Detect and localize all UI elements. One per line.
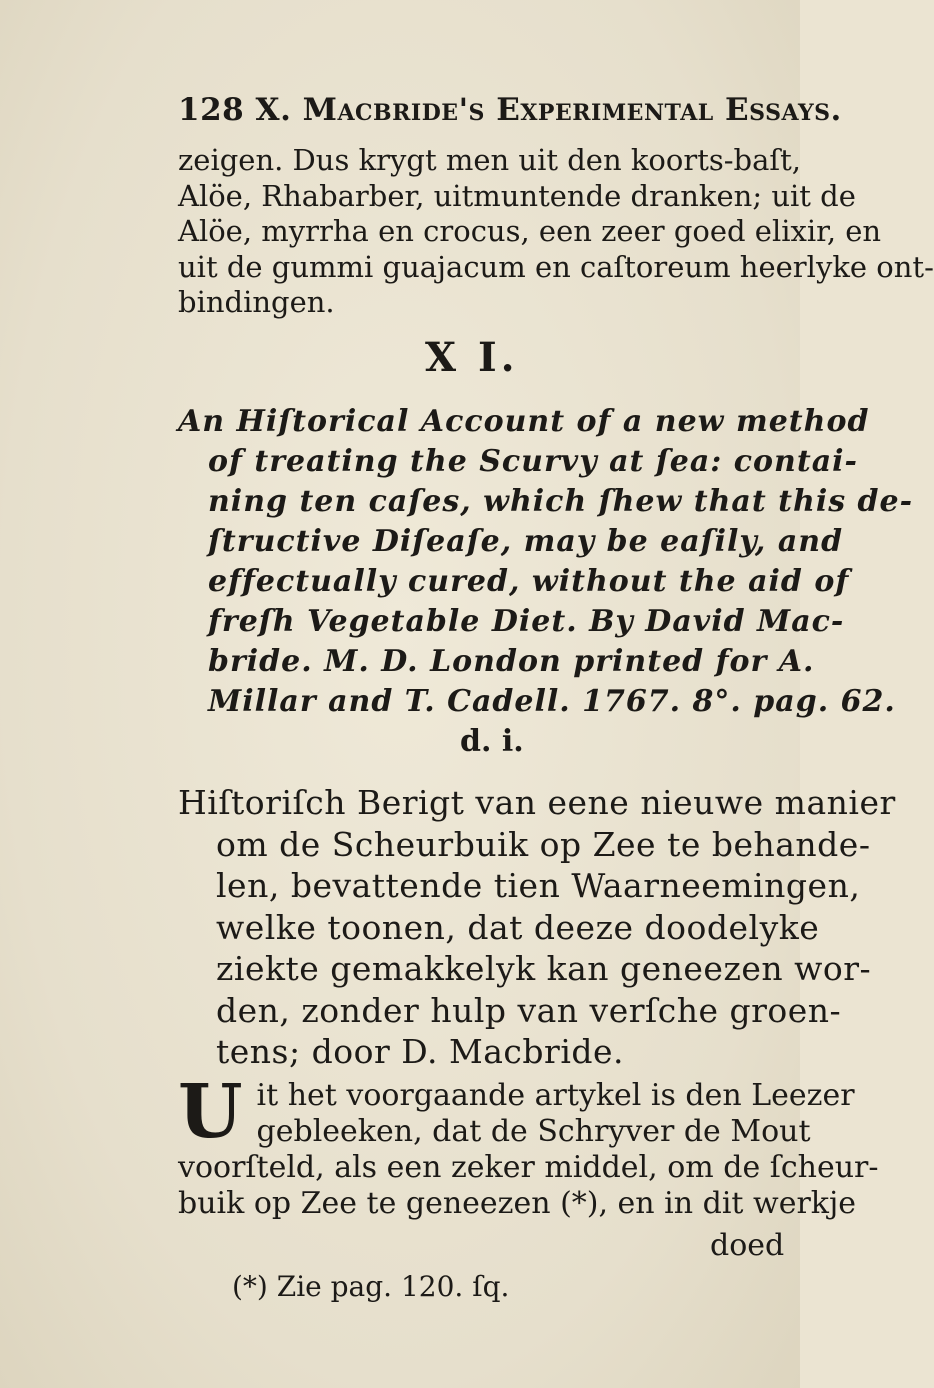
body-paragraph — [178, 1069, 879, 1222]
title-line: ning ten caſes, which ſhew that this de- — [208, 484, 914, 519]
running-title: X. Macbride's Experimental Essays. — [255, 92, 842, 128]
title-line: len, bevattende tien Waarneemingen, — [216, 866, 861, 905]
title-line: tens; door D. Macbride. — [216, 1032, 625, 1071]
title-line: ziekte gemakkelyk kan geneezen wor- — [216, 949, 872, 988]
title-line: of treating the Scurvy at ſea: contai- — [208, 444, 859, 479]
text-line: voorſteld, als een zeker middel, om de ſcheur- — [178, 1150, 879, 1185]
page-number: 128 — [178, 92, 245, 128]
title-line: bride. M. D. London printed for A. — [208, 644, 815, 679]
opening-paragraph — [178, 143, 934, 321]
section-number: X I. — [425, 334, 519, 381]
dutch-title — [178, 782, 896, 1073]
text-line: zeigen. Dus krygt men uit den koorts-baſt, — [178, 143, 801, 177]
title-line: ſtructive Diſeaſe, may be eaſily, and — [208, 524, 844, 559]
text-line: Alöe, myrrha en crocus, een zeer goed elixir, en — [178, 214, 882, 248]
text-line: it het voorgaande artykel is den Leezer — [256, 1078, 855, 1113]
drop-cap: U — [178, 1069, 243, 1155]
title-line: effectually cured, without the aid of — [208, 564, 850, 599]
text-line: bindingen. — [178, 285, 335, 319]
text-line: uit de gummi guajacum en caſtoreum heerlyke ont- — [178, 249, 934, 284]
title-line: den, zonder hulp van verſche groen- — [216, 990, 842, 1030]
title-line: om de Scheurbuik op Zee te behande- — [216, 824, 871, 864]
catchword: doed — [710, 1228, 785, 1263]
title-line: Millar and T. Cadell. 1767. 8°. pag. 62. — [208, 684, 896, 719]
title-line: Hiſtoriſch Berigt van eene nieuwe manier — [178, 783, 896, 822]
english-title — [178, 402, 913, 722]
text-line: Alöe, Rhabarber, uitmuntende dranken; uit de — [178, 178, 856, 213]
running-header — [178, 92, 842, 128]
title-line: freſh Vegetable Diet. By David Mac- — [208, 604, 845, 639]
footnote: (*) Zie pag. 120. ſq. — [232, 1270, 510, 1303]
translation-mark: d. i. — [460, 724, 524, 759]
text-line: buik op Zee te geneezen (*), en in dit werkje — [178, 1186, 857, 1221]
text-line: gebleeken, dat de Schryver de Mout — [256, 1114, 811, 1149]
title-line: welke toonen, dat deeze doodelyke — [216, 907, 820, 947]
title-line: An Hiſtorical Account of a new method — [178, 404, 870, 439]
